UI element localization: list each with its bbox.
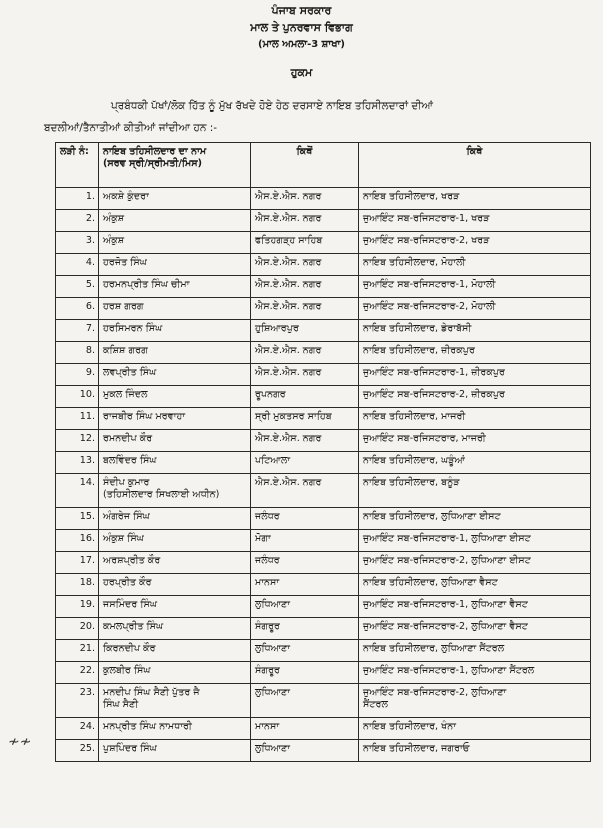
cell-serial bbox=[56, 188, 99, 210]
officer-name: ਹਰਸ਼ ਗਰਗ bbox=[103, 301, 144, 312]
to-posting: ਨਾਇਬ ਤਹਿਸੀਲਦਾਰ, ਬਨੂੰੜ bbox=[363, 477, 460, 488]
cell-serial bbox=[56, 276, 99, 298]
cell-serial bbox=[56, 640, 99, 662]
to-posting: ਨਾਇਬ ਤਹਿਸੀਲਦਾਰ, ਲੁਧਿਆਣਾ ਸੈਂਟਰਲ bbox=[363, 643, 505, 654]
serial-number: 11. bbox=[79, 411, 95, 422]
from-location: ਐਸ.ਏ.ਐਸ. ਨਗਰ bbox=[255, 367, 322, 378]
cell-serial bbox=[56, 718, 99, 740]
table-row bbox=[56, 232, 591, 254]
officer-name: ਅੰਕੁਸ਼ ਸਿੰਘ bbox=[103, 533, 144, 544]
serial-number: 24. bbox=[79, 721, 95, 732]
officer-name: ਰਮਨਦੀਪ ਕੌਰ bbox=[103, 433, 153, 444]
officer-name-cont: ਸਿੰਘ ਸੈਣੀ bbox=[103, 699, 139, 710]
header-to: ਕਿਥੇ bbox=[359, 143, 591, 188]
serial-number: 14. bbox=[79, 477, 95, 488]
cell-to bbox=[359, 298, 591, 320]
officer-name: ਸੰਦੀਪ ਕੁਮਾਰ bbox=[103, 477, 150, 488]
officer-name: ਜਸਮਿੰਦਰ ਸਿੰਘ bbox=[103, 599, 158, 610]
cell-to bbox=[359, 320, 591, 342]
serial-number: 20. bbox=[79, 621, 95, 632]
table-row bbox=[56, 364, 591, 386]
header-name-sub: (ਸਰਵ ਸ੍ਰੀ/ਸ੍ਰੀਮਤੀ/ਮਿਸ) bbox=[103, 158, 203, 169]
serial-number: 21. bbox=[79, 643, 95, 654]
cell-from bbox=[251, 386, 359, 408]
cell-from bbox=[251, 298, 359, 320]
cell-from bbox=[251, 640, 359, 662]
cell-to bbox=[359, 474, 591, 508]
table-row bbox=[56, 408, 591, 430]
serial-number: 6. bbox=[85, 301, 95, 312]
cell-name bbox=[99, 718, 251, 740]
officer-name: ਅੰਗਰੇਜ ਸਿੰਘ bbox=[103, 511, 150, 522]
to-posting: ਨਾਇਬ ਤਹਿਸੀਲਦਾਰ, ਲੁਧਿਆਣਾ ਵੈਸਟ bbox=[363, 577, 498, 588]
cell-to bbox=[359, 364, 591, 386]
cell-from bbox=[251, 684, 359, 718]
table-row bbox=[56, 618, 591, 640]
cell-name bbox=[99, 276, 251, 298]
cell-from bbox=[251, 596, 359, 618]
serial-number: 17. bbox=[79, 555, 95, 566]
cell-name bbox=[99, 552, 251, 574]
from-location: ਐਸ.ਏ.ਐਸ. ਨਗਰ bbox=[255, 345, 322, 356]
to-posting: ਜੁਆਇੰਟ ਸਬ-ਰਜਿਸਟਰਾਰ-2, ਖਰੜ bbox=[363, 235, 490, 246]
cell-from bbox=[251, 430, 359, 452]
serial-number: 9. bbox=[85, 367, 95, 378]
serial-number: 22. bbox=[79, 665, 95, 676]
serial-number: 5. bbox=[85, 279, 95, 290]
officer-name: ਅੰਕੁਸ਼ bbox=[103, 213, 125, 224]
cell-name bbox=[99, 232, 251, 254]
to-posting: ਜੁਆਇੰਟ ਸਬ-ਰਜਿਸਟਰਾਰ-1, ਲੁਧਿਆਣਾ ਵੈਸਟ bbox=[363, 599, 528, 610]
header-name-label: ਨਾਇਬ ਤਹਿਸੀਲਦਾਰ ਦਾ ਨਾਮ bbox=[103, 146, 207, 157]
to-posting: ਜੁਆਇੰਟ ਸਬ-ਰਜਿਸਟਰਾਰ-2, ਮੋਹਾਲੀ bbox=[363, 301, 496, 312]
cell-name bbox=[99, 254, 251, 276]
table-row bbox=[56, 474, 591, 508]
cell-name bbox=[99, 408, 251, 430]
cell-from bbox=[251, 254, 359, 276]
serial-number: 2. bbox=[85, 213, 95, 224]
officer-name-cont: (ਤਹਿਸੀਲਦਾਰ ਸਿਖਲਾਈ ਅਧੀਨ) bbox=[103, 489, 220, 500]
cell-serial bbox=[56, 684, 99, 718]
table-row bbox=[56, 254, 591, 276]
officer-name: ਲਵਪ੍ਰੀਤ ਸਿੰਘ bbox=[103, 367, 157, 378]
table-header-row bbox=[56, 143, 591, 188]
cell-to bbox=[359, 718, 591, 740]
officer-name: ਮਨਪ੍ਰੀਤ ਸਿੰਘ ਨਾਮਧਾਰੀ bbox=[103, 721, 192, 732]
officer-name: ਹਰਮਨਪ੍ਰੀਤ ਸਿੰਘ ਚੀਮਾ bbox=[103, 279, 190, 290]
cell-serial bbox=[56, 364, 99, 386]
cell-to bbox=[359, 618, 591, 640]
to-posting-cont: ਸੈਂਟਰਲ bbox=[363, 699, 388, 710]
cell-from bbox=[251, 320, 359, 342]
officer-name: ਹਰਸਿਮਰਨ ਸਿੰਘ bbox=[103, 323, 163, 334]
from-location: ਮਾਨਸਾ bbox=[255, 721, 280, 732]
officer-name: ਬਲਵਿੰਦਰ ਸਿੰਘ bbox=[103, 455, 157, 466]
cell-serial bbox=[56, 552, 99, 574]
to-posting: ਨਾਇਬ ਤਹਿਸੀਲਦਾਰ, ਖਰੜ bbox=[363, 191, 460, 202]
cell-to bbox=[359, 640, 591, 662]
table-row bbox=[56, 740, 591, 762]
cell-from bbox=[251, 740, 359, 762]
cell-name bbox=[99, 740, 251, 762]
branch-title: (ਮਾਲ ਅਮਲਾ-3 ਸ਼ਾਖਾ) bbox=[258, 39, 345, 50]
serial-number: 8. bbox=[85, 345, 95, 356]
cell-name bbox=[99, 640, 251, 662]
header-from: ਕਿਥੋਂ bbox=[251, 143, 359, 188]
intro-line-1: ਪ੍ਰਬੰਧਕੀ ਪੱਖਾਂ/ਲੋਕ ਹਿੱਤ ਨੂੰ ਮੁੱਖ ਰੱਖਦੇ ਹੋਏ ਹੇਠ ਦਰਸਾਏ ਨਾਇਬ ਤਹਿਸੀਲਦਾਰਾਂ ਦੀਆਂ bbox=[111, 100, 433, 112]
to-posting: ਜੁਆਇੰਟ ਸਬ-ਰਜਿਸਟਰਾਰ-2, ਲੁਧਿਆਣਾ ਈਸਟ bbox=[363, 555, 531, 566]
officer-name: ਰਾਜਬੀਰ ਸਿੰਘ ਮਰਵਾਹਾ bbox=[103, 411, 186, 422]
cell-name bbox=[99, 452, 251, 474]
cell-to bbox=[359, 740, 591, 762]
cell-name bbox=[99, 210, 251, 232]
officer-name: ਅਰਸ਼ਪ੍ਰੀਤ ਕੌਰ bbox=[103, 555, 161, 566]
cell-from bbox=[251, 474, 359, 508]
cell-from bbox=[251, 452, 359, 474]
cell-from bbox=[251, 718, 359, 740]
table-row bbox=[56, 430, 591, 452]
table-row bbox=[56, 662, 591, 684]
to-posting: ਨਾਇਬ ਤਹਿਸੀਲਦਾਰ, ਜ਼ੀਰਕਪੁਰ bbox=[363, 345, 475, 356]
serial-number: 25. bbox=[79, 743, 95, 754]
cell-serial bbox=[56, 618, 99, 640]
cell-serial bbox=[56, 474, 99, 508]
cell-to bbox=[359, 254, 591, 276]
table-row bbox=[56, 530, 591, 552]
officer-name: ਕਿਰਨਦੀਪ ਕੌਰ bbox=[103, 643, 156, 654]
cell-from bbox=[251, 662, 359, 684]
officer-name: ਮੁਕਲ ਜਿੰਦਲ bbox=[103, 389, 148, 400]
cell-serial bbox=[56, 452, 99, 474]
officer-name: ਕੁਲਬੀਰ ਸਿੰਘ bbox=[103, 665, 151, 676]
cell-serial bbox=[56, 298, 99, 320]
to-posting: ਨਾਇਬ ਤਹਿਸੀਲਦਾਰ, ਖੰਨਾ bbox=[363, 721, 456, 732]
to-posting: ਜੁਆਇੰਟ ਸਬ-ਰਜਿਸਟਰਾਰ-1, ਖਰੜ bbox=[363, 213, 490, 224]
table-row bbox=[56, 508, 591, 530]
from-location: ਲੁਧਿਆਣਾ bbox=[255, 743, 291, 754]
cell-name bbox=[99, 188, 251, 210]
from-location: ਸ੍ਰੀ ਮੁਕਤਸਰ ਸਾਹਿਬ bbox=[255, 411, 332, 422]
table-row bbox=[56, 276, 591, 298]
to-posting: ਨਾਇਬ ਤਹਿਸੀਲਦਾਰ, ਘੜੂੰਆਂ bbox=[363, 455, 466, 466]
cell-serial bbox=[56, 574, 99, 596]
cell-from bbox=[251, 574, 359, 596]
cell-serial bbox=[56, 430, 99, 452]
serial-number: 16. bbox=[79, 533, 95, 544]
cell-name bbox=[99, 430, 251, 452]
government-title: ਪੰਜਾਬ ਸਰਕਾਰ bbox=[271, 4, 332, 17]
cell-serial bbox=[56, 232, 99, 254]
table-row bbox=[56, 342, 591, 364]
officer-name: ਹਰਜੋਤ ਸਿੰਘ bbox=[103, 257, 147, 268]
cell-serial bbox=[56, 662, 99, 684]
cell-to bbox=[359, 408, 591, 430]
serial-number: 13. bbox=[79, 455, 95, 466]
cell-serial bbox=[56, 596, 99, 618]
to-posting: ਜੁਆਇੰਟ ਸਬ-ਰਜਿਸਟਰਾਰ-1, ਜ਼ੀਰਕਪੁਰ bbox=[363, 367, 505, 378]
handwritten-initial: ≁≁ bbox=[8, 734, 32, 750]
to-posting: ਜੁਆਇੰਟ ਸਬ-ਰਜਿਸਟਰਾਰ-2, ਜ਼ੀਰਕਪੁਰ bbox=[363, 389, 505, 400]
from-location: ਲੁਧਿਆਣਾ bbox=[255, 599, 291, 610]
to-posting: ਜੁਆਇੰਟ ਸਬ-ਰਜਿਸਟਰਾਰ-1, ਲੁਧਿਆਣਾ ਈਸਟ bbox=[363, 533, 531, 544]
table-row bbox=[56, 684, 591, 718]
to-posting: ਜੁਆਇੰਟ ਸਬ-ਰਜਿਸਟਰਾਰ-1, ਮੋਹਾਲੀ bbox=[363, 279, 496, 290]
cell-to bbox=[359, 530, 591, 552]
cell-from bbox=[251, 508, 359, 530]
intro-line-2: ਬਦਲੀਆਂ/ਤੈਨਾਤੀਆਂ ਕੀਤੀਆਂ ਜਾਂਦੀਆ ਹਨ :- bbox=[44, 122, 218, 134]
cell-to bbox=[359, 552, 591, 574]
table-row bbox=[56, 320, 591, 342]
cell-name bbox=[99, 298, 251, 320]
cell-serial bbox=[56, 320, 99, 342]
to-posting: ਨਾਇਬ ਤਹਿਸੀਲਦਾਰ, ਜਗਰਾਓ bbox=[363, 743, 470, 754]
table-row bbox=[56, 188, 591, 210]
serial-number: 12. bbox=[79, 433, 95, 444]
serial-number: 3. bbox=[85, 235, 95, 246]
cell-to bbox=[359, 452, 591, 474]
cell-from bbox=[251, 188, 359, 210]
table-row bbox=[56, 596, 591, 618]
cell-name bbox=[99, 530, 251, 552]
officer-name: ਕਸ਼ਿਸ਼ ਗਰਗ bbox=[103, 345, 148, 356]
cell-name bbox=[99, 596, 251, 618]
cell-from bbox=[251, 530, 359, 552]
cell-name bbox=[99, 364, 251, 386]
cell-to bbox=[359, 596, 591, 618]
from-location: ਸੰਗਰੂਰ bbox=[255, 665, 280, 676]
serial-number: 1. bbox=[85, 191, 95, 202]
cell-to bbox=[359, 662, 591, 684]
cell-to bbox=[359, 574, 591, 596]
cell-name bbox=[99, 684, 251, 718]
to-posting: ਜੁਆਇੰਟ ਸਬ-ਰਜਿਸਟਰਾਰ-2, ਲੁਧਿਆਣਾ ਵੈਸਟ bbox=[363, 621, 528, 632]
from-location: ਜਲੰਧਰ bbox=[255, 555, 280, 566]
cell-serial bbox=[56, 508, 99, 530]
serial-number: 4. bbox=[85, 257, 95, 268]
table-row bbox=[56, 298, 591, 320]
cell-from bbox=[251, 342, 359, 364]
cell-name bbox=[99, 618, 251, 640]
cell-to bbox=[359, 342, 591, 364]
cell-name bbox=[99, 474, 251, 508]
from-location: ਲੁਧਿਆਣਾ bbox=[255, 687, 291, 698]
cell-from bbox=[251, 364, 359, 386]
transfer-table bbox=[55, 142, 591, 762]
table-row bbox=[56, 552, 591, 574]
serial-number: 19. bbox=[79, 599, 95, 610]
cell-to bbox=[359, 684, 591, 718]
table-row bbox=[56, 718, 591, 740]
cell-to bbox=[359, 430, 591, 452]
cell-to bbox=[359, 188, 591, 210]
cell-from bbox=[251, 210, 359, 232]
officer-name: ਅਕਸ਼ੇ ਕੁੰਦਰਾ bbox=[103, 191, 149, 202]
cell-to bbox=[359, 386, 591, 408]
order-title: ਹੁਕਮ bbox=[290, 66, 313, 79]
to-posting: ਨਾਇਬ ਤਹਿਸੀਲਦਾਰ, ਲੁਧਿਆਣਾ ਈਸਟ bbox=[363, 511, 501, 522]
to-posting: ਜੁਆਇੰਟ ਸਬ-ਰਜਿਸਟਰਾਰ, ਮਾਜਰੀ bbox=[363, 433, 486, 444]
officer-name: ਕਮਲਪ੍ਰੀਤ ਸਿੰਘ bbox=[103, 621, 164, 632]
officer-name: ਹਰਪ੍ਰੀਤ ਕੌਰ bbox=[103, 577, 152, 588]
cell-serial bbox=[56, 740, 99, 762]
table-row bbox=[56, 452, 591, 474]
serial-number: 7. bbox=[85, 323, 95, 334]
officer-name: ਮਨਦੀਪ ਸਿੰਘ ਸੈਣੀ ਪੁੱਤਰ ਜੈ bbox=[103, 687, 200, 698]
from-location: ਐਸ.ਏ.ਐਸ. ਨਗਰ bbox=[255, 191, 322, 202]
to-posting: ਨਾਇਬ ਤਹਿਸੀਲਦਾਰ, ਮਾਜਰੀ bbox=[363, 411, 466, 422]
header-serial: ਲੜੀ ਨੰ: bbox=[56, 143, 99, 188]
table-row bbox=[56, 640, 591, 662]
cell-from bbox=[251, 276, 359, 298]
from-location: ਮਾਨਸਾ bbox=[255, 577, 280, 588]
officer-name: ਅੰਕੁਸ਼ bbox=[103, 235, 125, 246]
cell-name bbox=[99, 320, 251, 342]
cell-name bbox=[99, 508, 251, 530]
serial-number: 10. bbox=[79, 389, 95, 400]
from-location: ਲੁਧਿਆਣਾ bbox=[255, 643, 291, 654]
from-location: ਰੂਪਨਗਰ bbox=[255, 389, 286, 400]
from-location: ਹੁਸ਼ਿਆਰਪੁਰ bbox=[255, 323, 299, 334]
from-location: ਐਸ.ਏ.ਐਸ. ਨਗਰ bbox=[255, 301, 322, 312]
cell-to bbox=[359, 210, 591, 232]
from-location: ਐਸ.ਏ.ਐਸ. ਨਗਰ bbox=[255, 257, 322, 268]
cell-serial bbox=[56, 342, 99, 364]
cell-name bbox=[99, 342, 251, 364]
from-location: ਪਟਿਆਲਾ bbox=[255, 455, 291, 466]
cell-serial bbox=[56, 408, 99, 430]
to-posting: ਜੁਆਇੰਟ ਸਬ-ਰਜਿਸਟਰਾਰ-2, ਲੁਧਿਆਣਾ bbox=[363, 687, 507, 698]
serial-number: 23. bbox=[79, 687, 95, 698]
from-location: ਐਸ.ਏ.ਐਸ. ਨਗਰ bbox=[255, 477, 322, 488]
officer-name: ਪੁਸ਼ਪਿੰਦਰ ਸਿੰਘ bbox=[103, 743, 157, 754]
cell-from bbox=[251, 232, 359, 254]
to-posting: ਜੁਆਇੰਟ ਸਬ-ਰਜਿਸਟਰਾਰ-1, ਲੁਧਿਆਣਾ ਸੈਂਟਰਲ bbox=[363, 665, 535, 676]
department-title: ਮਾਲ ਤੇ ਪੁਨਰਵਾਸ ਵਿਭਾਗ bbox=[250, 21, 353, 34]
from-location: ਐਸ.ਏ.ਐਸ. ਨਗਰ bbox=[255, 433, 322, 444]
cell-serial bbox=[56, 210, 99, 232]
to-posting: ਨਾਇਬ ਤਹਿਸੀਲਦਾਰ, ਮੋਹਾਲੀ bbox=[363, 257, 466, 268]
from-location: ਫਤਿਹਗੜ੍ਹ ਸਾਹਿਬ bbox=[255, 235, 323, 246]
cell-to bbox=[359, 232, 591, 254]
header-name bbox=[99, 143, 251, 188]
cell-name bbox=[99, 662, 251, 684]
cell-to bbox=[359, 276, 591, 298]
cell-from bbox=[251, 408, 359, 430]
cell-name bbox=[99, 386, 251, 408]
from-location: ਸੰਗਰੂਰ bbox=[255, 621, 280, 632]
table-row bbox=[56, 386, 591, 408]
to-posting: ਨਾਇਬ ਤਹਿਸੀਲਦਾਰ, ਡੇਰਾਬੱਸੀ bbox=[363, 323, 472, 334]
cell-serial bbox=[56, 386, 99, 408]
table-row bbox=[56, 574, 591, 596]
from-location: ਐਸ.ਏ.ਐਸ. ਨਗਰ bbox=[255, 279, 322, 290]
cell-name bbox=[99, 574, 251, 596]
cell-serial bbox=[56, 530, 99, 552]
from-location: ਜਲੰਧਰ bbox=[255, 511, 280, 522]
cell-from bbox=[251, 552, 359, 574]
from-location: ਐਸ.ਏ.ਐਸ. ਨਗਰ bbox=[255, 213, 322, 224]
from-location: ਮੋਗਾ bbox=[255, 533, 271, 544]
serial-number: 18. bbox=[79, 577, 95, 588]
serial-number: 15. bbox=[79, 511, 95, 522]
table-row bbox=[56, 210, 591, 232]
cell-serial bbox=[56, 254, 99, 276]
cell-to bbox=[359, 508, 591, 530]
cell-from bbox=[251, 618, 359, 640]
